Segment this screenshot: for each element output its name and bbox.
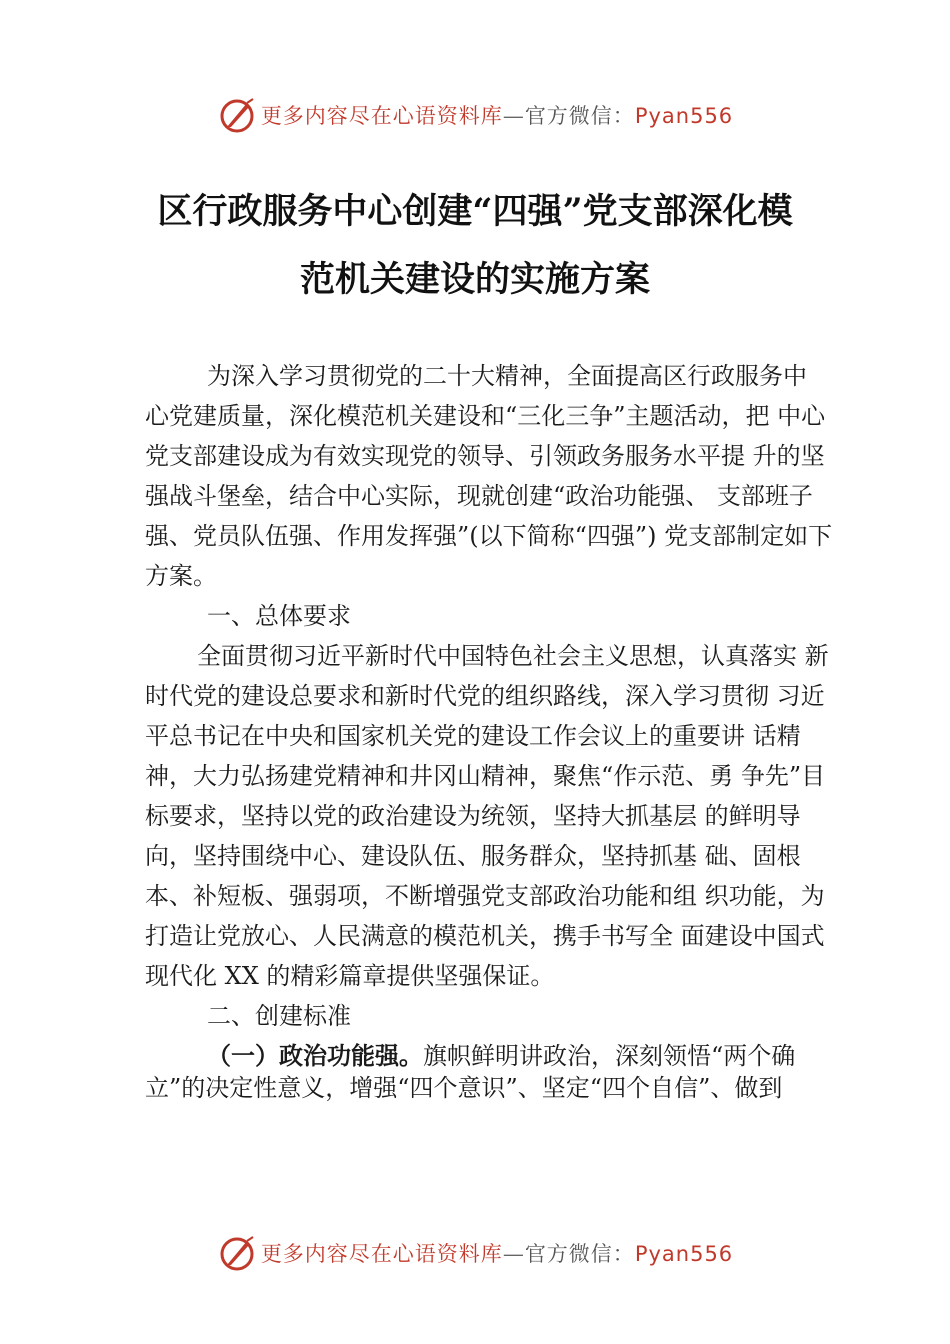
quill-logo-icon: [217, 1233, 257, 1273]
banner-dash: —: [502, 104, 525, 128]
title-line-2: 范机关建设的实施方案: [299, 259, 650, 300]
banner-wechat-id: Pyan556: [634, 104, 734, 128]
footer-wechat-label: 官方微信：: [524, 1242, 635, 1266]
item-1-paragraph: [145, 1040, 835, 1104]
header-banner: [0, 90, 950, 140]
section-1-paragraph: 全面贯彻习近平新时代中国特色社会主义思想，认真落实 新时代党的建设总要求和新时代党的组织路线，深入学习贯彻 习近平总书记在中央和国家机关党的建设工作会议上的重要讲 话精神，大力弘扬建党精神和井冈山精神，聚焦“作示范、勇 争先”目标要求，坚持以党的政治建设为统领，坚持大抓基层 的鲜明导向，坚持围绕中心、建设队伍、服务群众，坚持抓基 础、固根本、补短板、强弱项，不断增强党支部政治功能和组 织功能，为打造让党放心、人民满意的模范机关，携手书写全 面建设中国式现代化 XX 的精彩篇章提供坚强保证。: [145, 642, 829, 990]
item-1-title: （一）政治功能强。: [207, 1042, 423, 1070]
section-heading-1: 一、总体要求: [207, 602, 351, 630]
section-heading-2: 二、创建标准: [207, 1002, 351, 1030]
footer-main-text: 更多内容尽在心语资料库: [260, 1242, 503, 1266]
banner-main-text: 更多内容尽在心语资料库: [260, 104, 503, 128]
document-body: [145, 356, 835, 1104]
item-1-text: 旗帜鲜明讲政治，深刻领悟“两个确立”的决定性意义，增强“四个意识”、坚定“四个自信”、做到: [145, 1042, 796, 1102]
quill-logo-icon: [217, 95, 257, 135]
document-title: [0, 178, 950, 314]
footer-wechat-id: Pyan556: [634, 1242, 734, 1266]
footer-banner: [0, 1228, 950, 1278]
banner-wechat-label: 官方微信：: [524, 104, 635, 128]
footer-dash: —: [502, 1242, 525, 1266]
title-line-1: 区行政服务中心创建“四强”党支部深化模: [157, 191, 793, 232]
intro-paragraph: 为深入学习贯彻党的二十大精神，全面提高区行政服务中 心党建质量，深化模范机关建设和“三化三争”主题活动，把 中心党支部建设成为有效实现党的领导、引领政务服务水平提 升的坚强战斗堡垒，结合中心实际，现就创建“政治功能强、 支部班子强、党员队伍强、作用发挥强”(以下简称“四强”) 党支部制定如下方案。: [145, 362, 833, 590]
